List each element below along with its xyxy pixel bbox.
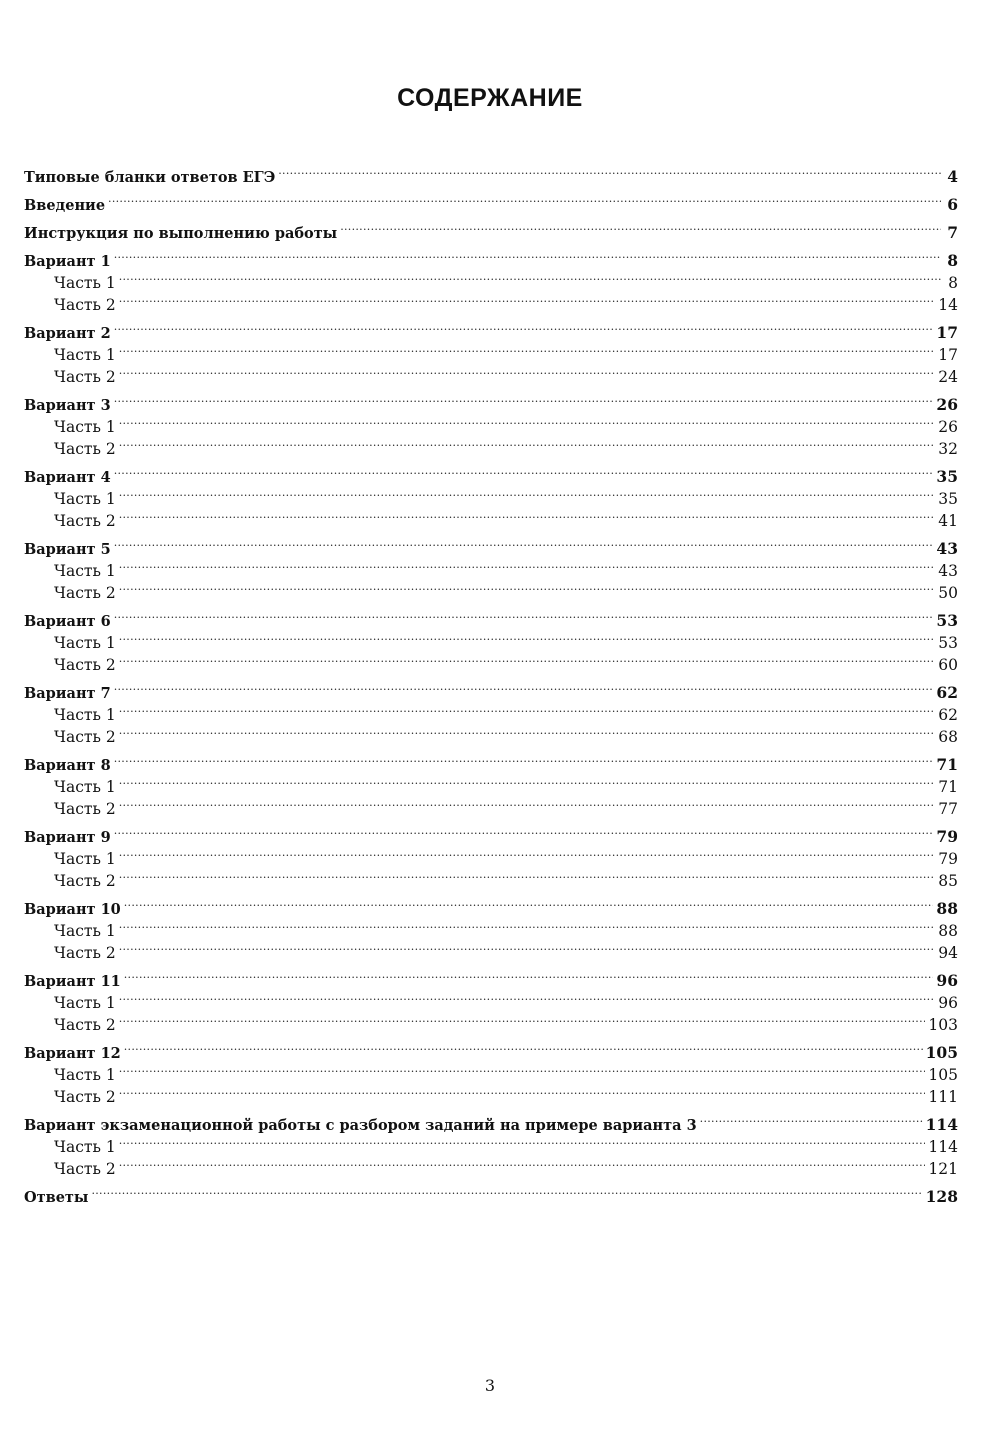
dot-leader	[114, 244, 941, 266]
toc-entry-page: 7	[947, 223, 958, 242]
toc-entry-label: Часть 1	[54, 562, 116, 580]
toc-entry-part[interactable]	[24, 1130, 958, 1156]
toc-entry-part[interactable]	[24, 864, 958, 890]
toc-entry-variant[interactable]	[24, 748, 958, 774]
toc-entry-part[interactable]	[24, 936, 958, 962]
toc-entry-label: Часть 1	[54, 490, 116, 508]
dot-leader	[124, 964, 934, 986]
toc-entry-part[interactable]	[24, 720, 958, 746]
dot-leader	[700, 1108, 923, 1130]
toc-entry-label: Часть 1	[54, 706, 116, 724]
toc-entry-page: 96	[938, 994, 958, 1012]
dot-leader	[119, 770, 936, 792]
dot-leader	[119, 266, 941, 288]
toc-entry-label: Часть 2	[54, 800, 116, 818]
toc-entry-page: 88	[936, 899, 958, 918]
toc-entry-part[interactable]	[24, 914, 958, 940]
toc-entry-label: Часть 2	[54, 1160, 116, 1178]
toc-entry-page: 26	[936, 395, 958, 414]
page-number: 3	[484, 1376, 496, 1395]
toc-entry-page: 114	[925, 1115, 958, 1134]
toc-entry-part[interactable]	[24, 648, 958, 674]
toc-entry-page: 96	[936, 971, 958, 990]
toc-entry-page: 50	[938, 584, 958, 602]
dot-leader	[108, 188, 941, 210]
toc-entry-label: Вариант 7	[24, 685, 111, 702]
toc-entry-label: Часть 2	[54, 368, 116, 386]
toc-entry-label: Часть 2	[54, 1016, 116, 1034]
toc-entry-page: 94	[938, 944, 958, 962]
dot-leader	[119, 338, 936, 360]
toc-entry-variant[interactable]	[24, 460, 958, 486]
toc-entry-part[interactable]	[24, 770, 958, 796]
toc-entry-page: 88	[938, 922, 958, 940]
dot-leader	[119, 1152, 926, 1174]
toc-entry-page: 62	[938, 706, 958, 724]
toc-entry-label: Часть 2	[54, 584, 116, 602]
toc-entry-part[interactable]	[24, 288, 958, 314]
toc-entry-label: Вариант 1	[24, 253, 111, 270]
dot-leader	[114, 748, 934, 770]
toc-entry-page: 111	[928, 1088, 958, 1106]
toc-entry-label: Часть 1	[54, 346, 116, 364]
toc-entry-part[interactable]	[24, 842, 958, 868]
toc-entry-variant[interactable]	[24, 1108, 958, 1134]
toc-entry-part[interactable]	[24, 698, 958, 724]
toc-entry-page: 128	[925, 1187, 958, 1206]
toc-entry-page: 71	[936, 755, 958, 774]
toc-entry-page: 53	[936, 611, 958, 630]
toc-entry-page: 43	[938, 562, 958, 580]
toc-entry-page: 41	[938, 512, 958, 530]
toc-entry-variant[interactable]	[24, 964, 958, 990]
dot-leader	[114, 460, 934, 482]
dot-leader	[119, 1058, 926, 1080]
toc-entry-page: 85	[938, 872, 958, 890]
toc-entry-page: 105	[928, 1066, 958, 1084]
toc-entry-label: Часть 2	[54, 728, 116, 746]
dot-leader	[119, 1130, 926, 1152]
toc-entry-part[interactable]	[24, 792, 958, 818]
toc-entry-variant[interactable]	[24, 676, 958, 702]
toc-entry-page: 6	[947, 195, 958, 214]
toc-entry-label: Вариант 5	[24, 541, 111, 558]
dot-leader	[114, 820, 934, 842]
toc-entry-label: Часть 2	[54, 872, 116, 890]
toc-entry-label: Вариант 10	[24, 901, 121, 918]
toc-entry-variant[interactable]	[24, 316, 958, 342]
dot-leader	[119, 986, 936, 1008]
dot-leader	[119, 360, 936, 382]
toc-entry-variant[interactable]	[24, 532, 958, 558]
toc-entry-part[interactable]	[24, 504, 958, 530]
toc-entry-label: Часть 1	[54, 994, 116, 1012]
dot-leader	[119, 936, 936, 958]
toc-entry-label: Инструкция по выполнению работы	[24, 225, 338, 242]
toc-entry-label: Вариант 4	[24, 469, 111, 486]
toc-entry-label: Часть 1	[54, 922, 116, 940]
toc-entry-page: 43	[936, 539, 958, 558]
toc-entry-label: Вариант экзаменационной работы с разбором заданий на примере варианта 3	[24, 1117, 697, 1134]
toc-entry-page: 71	[938, 778, 958, 796]
toc-entry-part[interactable]	[24, 1152, 958, 1178]
dot-leader	[119, 864, 936, 886]
dot-leader	[119, 410, 936, 432]
toc-entry-page: 60	[938, 656, 958, 674]
toc-entry-label: Часть 1	[54, 634, 116, 652]
toc-entry-part[interactable]	[24, 1008, 958, 1034]
toc-entry-label: Введение	[24, 197, 106, 214]
toc-entry-label: Вариант 9	[24, 829, 111, 846]
dot-leader	[119, 842, 936, 864]
dot-leader	[119, 576, 936, 598]
toc-entry-part[interactable]	[24, 1080, 958, 1106]
toc-entry-variant[interactable]	[24, 892, 958, 918]
toc-entry-page: 8	[948, 274, 958, 292]
toc-entry-page: 79	[938, 850, 958, 868]
toc-entry-label: Вариант 6	[24, 613, 111, 630]
toc-entry-page: 17	[936, 323, 958, 342]
toc-entry-part[interactable]	[24, 986, 958, 1012]
toc-entry-page: 17	[938, 346, 958, 364]
toc-entry-label: Часть 1	[54, 274, 116, 292]
toc-entry-page: 26	[938, 418, 958, 436]
toc-entry-part[interactable]	[24, 576, 958, 602]
dot-leader	[119, 648, 936, 670]
dot-leader	[340, 216, 941, 238]
dot-leader	[91, 1180, 922, 1202]
toc-entry-label: Вариант 8	[24, 757, 111, 774]
toc-entry-part[interactable]	[24, 360, 958, 386]
toc-entry-variant[interactable]	[24, 244, 958, 270]
dot-leader	[119, 482, 936, 504]
toc-entry-page: 4	[947, 167, 958, 186]
dot-leader	[278, 160, 941, 182]
toc-entry-label: Часть 1	[54, 850, 116, 868]
toc-entry-page: 103	[928, 1016, 958, 1034]
dot-leader	[124, 1036, 923, 1058]
toc-entry-part[interactable]	[24, 432, 958, 458]
dot-leader	[119, 626, 936, 648]
toc-entry-label: Вариант 2	[24, 325, 111, 342]
toc-entry-page: 105	[925, 1043, 958, 1062]
toc-entry-label: Часть 2	[54, 512, 116, 530]
toc-entry-page: 8	[947, 251, 958, 270]
toc-entry-variant[interactable]	[24, 388, 958, 414]
dot-leader	[119, 504, 936, 526]
toc-entry-label: Часть 1	[54, 1066, 116, 1084]
dot-leader	[119, 288, 936, 310]
dot-leader	[119, 792, 936, 814]
toc-entry-variant[interactable]	[24, 820, 958, 846]
toc-entry-part[interactable]	[24, 338, 958, 364]
page-title: СОДЕРЖАНИЕ	[397, 84, 583, 112]
toc-entry[interactable]	[24, 160, 958, 186]
toc-entry-label: Часть 2	[54, 944, 116, 962]
toc-entry-label: Часть 1	[54, 1138, 116, 1156]
toc-entry-part[interactable]	[24, 554, 958, 580]
toc-entry-label: Часть 1	[54, 418, 116, 436]
dot-leader	[114, 388, 934, 410]
toc-entry-label: Вариант 12	[24, 1045, 121, 1062]
toc-entry-page: 68	[938, 728, 958, 746]
toc-entry-page: 53	[938, 634, 958, 652]
toc-entry-label: Часть 2	[54, 296, 116, 314]
dot-leader	[119, 554, 936, 576]
dot-leader	[114, 316, 934, 338]
dot-leader	[114, 676, 934, 698]
toc-entry-label: Типовые бланки ответов ЕГЭ	[24, 169, 276, 186]
toc-entry-page: 77	[938, 800, 958, 818]
toc-entry-label: Часть 2	[54, 1088, 116, 1106]
toc-entry-variant[interactable]	[24, 1036, 958, 1062]
dot-leader	[119, 720, 936, 742]
toc-entry[interactable]	[24, 188, 958, 214]
toc-entry-part[interactable]	[24, 626, 958, 652]
dot-leader	[124, 892, 934, 914]
toc-entry-page: 114	[928, 1138, 958, 1156]
toc-entry-page: 35	[936, 467, 958, 486]
toc-entry-page: 121	[928, 1160, 958, 1178]
dot-leader	[119, 1008, 926, 1030]
toc-entry-page: 35	[938, 490, 958, 508]
dot-leader	[119, 914, 936, 936]
toc-entry-part[interactable]	[24, 1058, 958, 1084]
toc-entry-page: 24	[938, 368, 958, 386]
toc-entry-page: 79	[936, 827, 958, 846]
dot-leader	[114, 532, 934, 554]
toc-entry-part[interactable]	[24, 266, 958, 292]
toc-entry[interactable]	[24, 1180, 958, 1206]
toc-entry-page: 14	[938, 296, 958, 314]
toc-entry-label: Часть 2	[54, 656, 116, 674]
toc-entry-label: Вариант 3	[24, 397, 111, 414]
toc-entry-label: Часть 1	[54, 778, 116, 796]
dot-leader	[119, 698, 936, 720]
toc-entry-page: 62	[936, 683, 958, 702]
toc-entry-part[interactable]	[24, 482, 958, 508]
dot-leader	[119, 432, 936, 454]
toc-entry-label: Ответы	[24, 1189, 89, 1206]
toc-entry-variant[interactable]	[24, 604, 958, 630]
table-of-contents	[24, 160, 958, 1206]
dot-leader	[114, 604, 934, 626]
toc-entry-part[interactable]	[24, 410, 958, 436]
toc-entry[interactable]	[24, 216, 958, 242]
toc-entry-label: Часть 2	[54, 440, 116, 458]
toc-entry-page: 32	[938, 440, 958, 458]
toc-entry-label: Вариант 11	[24, 973, 121, 990]
dot-leader	[119, 1080, 926, 1102]
